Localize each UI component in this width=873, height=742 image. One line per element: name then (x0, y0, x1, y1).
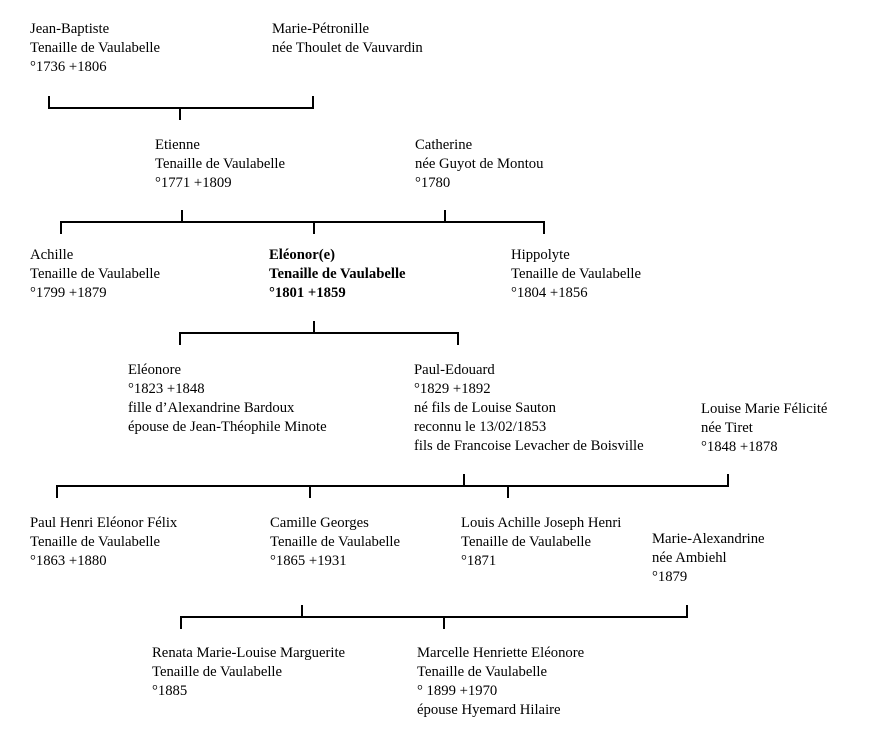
connector-tick-up (463, 474, 465, 487)
person-line: °1799 +1879 (30, 285, 107, 301)
connector-tick-up (181, 210, 183, 223)
person-line: né fils de Louise Sauton (414, 400, 556, 416)
person-line: née Thoulet de Vauvardin (272, 40, 423, 56)
person-line: °1879 (652, 569, 688, 585)
connector-tick-up (444, 210, 446, 223)
person-line: Hippolyte (511, 247, 570, 263)
person-line: °1823 +1848 (128, 381, 205, 397)
person-line: épouse Hyemard Hilaire (417, 702, 561, 718)
connector-tick-down (309, 485, 311, 498)
person-node-etienne (155, 136, 285, 193)
person-line: Tenaille de Vaulabelle (30, 40, 161, 56)
person-line: Etienne (155, 137, 200, 153)
person-line: °1804 +1856 (511, 285, 588, 301)
person-node-paul-edouard (414, 361, 644, 456)
person-line: Jean-Baptiste (30, 21, 110, 37)
person-line: °1736 +1806 (30, 59, 107, 75)
person-line: Tenaille de Vaulabelle (155, 156, 286, 172)
person-node-camille-georges (270, 514, 400, 571)
person-node-jean-baptiste (30, 20, 160, 77)
person-line: Tenaille de Vaulabelle (511, 266, 642, 282)
person-line: °1780 (415, 175, 451, 191)
person-line: Marie-Alexandrine (652, 531, 765, 547)
person-line: °1863 +1880 (30, 553, 107, 569)
person-line: °1801 +1859 (269, 285, 346, 301)
person-line: Paul-Edouard (414, 362, 495, 378)
person-line: née Guyot de Montou (415, 156, 544, 172)
person-node-louis-achille-joseph-henri (461, 514, 621, 571)
person-line: Paul Henri Eléonor Félix (30, 515, 178, 531)
connector-tick-down (443, 616, 445, 629)
person-line: °1865 +1931 (270, 553, 347, 569)
person-line: Tenaille de Vaulabelle (30, 266, 161, 282)
person-line: °1885 (152, 683, 188, 699)
person-line: °1871 (461, 553, 497, 569)
person-line: ° 1899 +1970 (417, 683, 498, 699)
person-node-hippolyte (511, 246, 641, 303)
person-node-renata-marie-louise-marguerite (152, 644, 345, 701)
person-node-paul-henri-eleonor-felix (30, 514, 177, 571)
person-line: Renata Marie-Louise Marguerite (152, 645, 346, 661)
connector-tick-up (301, 605, 303, 618)
connector-tick-up (686, 605, 688, 618)
person-node-eleonor-e (269, 246, 406, 303)
person-line: °1829 +1892 (414, 381, 491, 397)
person-line: Marcelle Henriette Eléonore (417, 645, 585, 661)
connector-tick-down (179, 107, 181, 120)
person-line: Camille Georges (270, 515, 369, 531)
person-line: Louis Achille Joseph Henri (461, 515, 622, 531)
connector-tick-down (543, 221, 545, 234)
connector-tick-up (48, 96, 50, 109)
connector-tick-down (457, 332, 459, 345)
connector-line (180, 616, 688, 618)
connector-tick-down (179, 332, 181, 345)
person-node-achille (30, 246, 160, 303)
person-line: Eléonor(e) (269, 247, 336, 263)
person-line: Tenaille de Vaulabelle (30, 534, 161, 550)
connector-tick-down (313, 221, 315, 234)
person-line: fils de Francoise Levacher de Boisville (414, 438, 644, 454)
person-node-marie-petronille (272, 20, 423, 58)
person-line: Tenaille de Vaulabelle (269, 266, 406, 282)
connector-line (60, 221, 545, 223)
person-line: Tenaille de Vaulabelle (270, 534, 401, 550)
connector-tick-down (60, 221, 62, 234)
person-line: Louise Marie Félicité (701, 401, 828, 417)
person-node-marcelle-henriette-eleonore (417, 644, 584, 720)
connector-tick-down (507, 485, 509, 498)
connector-tick-up (312, 96, 314, 109)
person-line: Tenaille de Vaulabelle (417, 664, 548, 680)
person-line: Marie-Pétronille (272, 21, 370, 37)
connector-line (179, 332, 459, 334)
person-line: Eléonore (128, 362, 182, 378)
person-line: Tenaille de Vaulabelle (152, 664, 283, 680)
person-line: Achille (30, 247, 74, 263)
connector-tick-up (313, 321, 315, 334)
person-line: épouse de Jean-Théophile Minote (128, 419, 327, 435)
person-line: reconnu le 13/02/1853 (414, 419, 547, 435)
person-line: °1771 +1809 (155, 175, 232, 191)
person-line: Tenaille de Vaulabelle (461, 534, 592, 550)
person-node-marie-alexandrine (652, 530, 765, 587)
person-line: °1848 +1878 (701, 439, 778, 455)
person-line: Catherine (415, 137, 473, 153)
connector-line (48, 107, 314, 109)
person-node-catherine (415, 136, 544, 193)
person-node-eleonore (128, 361, 327, 437)
connector-tick-down (56, 485, 58, 498)
person-line: née Tiret (701, 420, 753, 436)
person-line: fille d’Alexandrine Bardoux (128, 400, 295, 416)
person-line: née Ambiehl (652, 550, 727, 566)
connector-line (56, 485, 729, 487)
person-node-louise-marie-felicite (701, 400, 827, 457)
connector-tick-up (727, 474, 729, 487)
connector-tick-down (180, 616, 182, 629)
